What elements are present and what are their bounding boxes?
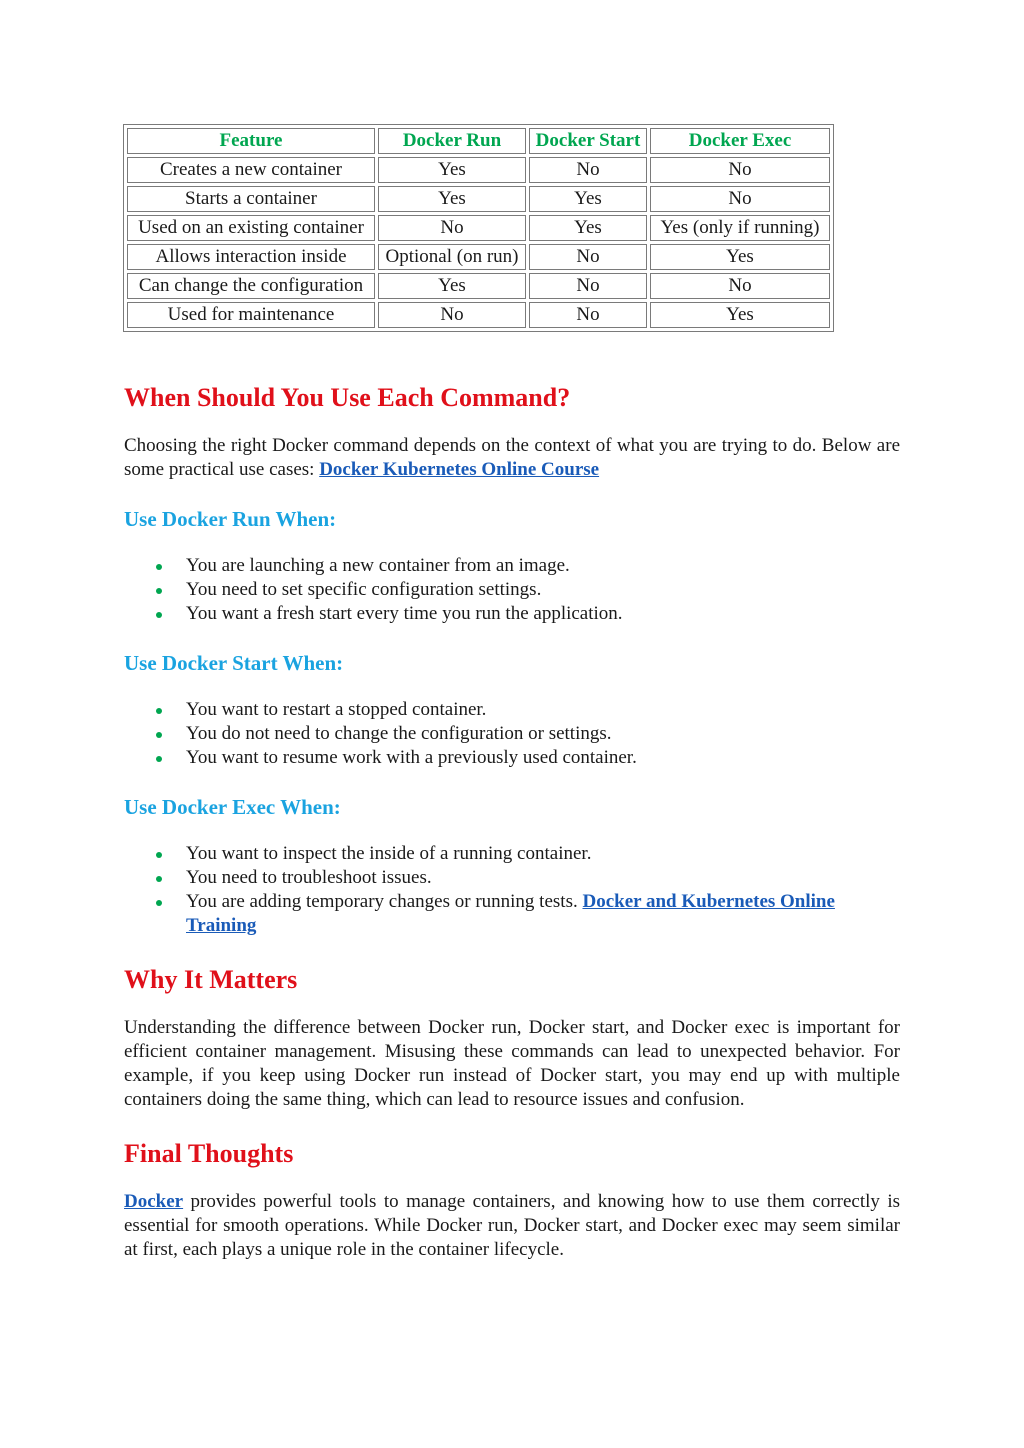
table-cell: Yes (650, 244, 830, 270)
list-item (124, 554, 900, 578)
table-cell: Yes (378, 186, 526, 212)
list-item (124, 698, 900, 722)
table-row (127, 302, 830, 328)
table-header-row (127, 128, 830, 154)
list-item-text: You need to set specific configuration settings. (186, 579, 542, 600)
list-item (124, 746, 900, 770)
table-cell: Yes (378, 273, 526, 299)
docker-link[interactable]: Docker (124, 1191, 184, 1212)
run-list (124, 554, 900, 626)
table-cell: No (650, 186, 830, 212)
docker-kubernetes-training-link[interactable]: Docker and Kubernetes Online Training (186, 891, 835, 936)
list-item-text: You want to restart a stopped container. (186, 699, 487, 720)
list-item (124, 578, 900, 602)
start-list (124, 698, 900, 770)
comparison-table (123, 124, 834, 332)
bullet-icon (156, 852, 162, 858)
list-item-text: You are adding temporary changes or running tests. (186, 891, 583, 912)
table-row (127, 244, 830, 270)
table-cell: Used for maintenance (127, 302, 375, 328)
table-cell: Yes (529, 186, 647, 212)
table-header-cell: Docker Exec (650, 128, 830, 154)
when-intro-paragraph (124, 434, 900, 482)
bullet-icon (156, 588, 162, 594)
list-item (124, 842, 900, 866)
exec-list (124, 842, 900, 938)
list-item-text: You want a fresh start every time you run the application. (186, 603, 623, 624)
list-item (124, 722, 900, 746)
table-cell: No (529, 157, 647, 183)
bullet-icon (156, 708, 162, 714)
table-cell: Starts a container (127, 186, 375, 212)
table-row (127, 186, 830, 212)
list-item-text: You are launching a new container from an image. (186, 555, 570, 576)
bullet-icon (156, 612, 162, 618)
table-cell: Yes (only if running) (650, 215, 830, 241)
exec-heading: Use Docker Exec When: (124, 795, 341, 819)
table-cell: Can change the configuration (127, 273, 375, 299)
table-cell: No (378, 215, 526, 241)
table-cell: No (650, 273, 830, 299)
table-cell: Optional (on run) (378, 244, 526, 270)
table-cell: Creates a new container (127, 157, 375, 183)
list-item-text: You want to resume work with a previously used container. (186, 747, 637, 768)
list-item-text: You want to inspect the inside of a running container. (186, 843, 592, 864)
start-heading: Use Docker Start When: (124, 651, 344, 675)
table-cell: No (529, 302, 647, 328)
table-cell: No (529, 273, 647, 299)
why-paragraph: Understanding the difference between Docker run, Docker start, and Docker exec is important for efficient container management. Misusing these commands can lead to unexpected behavior. For example, if you keep using Docker run instead of Docker start, you may end up with multiple containers doing the same thing, which can lead to resource issues and confusion. (124, 1017, 900, 1110)
why-heading: Why It Matters (124, 965, 298, 994)
final-heading: Final Thoughts (124, 1139, 294, 1168)
list-item-text: You do not need to change the configuration or settings. (186, 723, 612, 744)
table-header-cell: Docker Run (378, 128, 526, 154)
list-item (124, 602, 900, 626)
table-row (127, 273, 830, 299)
run-heading: Use Docker Run When: (124, 507, 337, 531)
list-item (124, 890, 900, 938)
bullet-icon (156, 732, 162, 738)
bullet-icon (156, 564, 162, 570)
final-text: provides powerful tools to manage containers, and knowing how to use them correctly is essential for smooth operations. While Docker run, Docker start, and Docker exec may seem similar at first, each plays a unique role in the container lifecycle. (124, 1191, 900, 1260)
table-row (127, 157, 830, 183)
table-header-cell: Feature (127, 128, 375, 154)
table-cell: Yes (650, 302, 830, 328)
when-intro-text: Choosing the right Docker command depends on the context of what you are trying to do. Below are some practical use cases: (124, 435, 900, 480)
table-cell: Yes (529, 215, 647, 241)
table-cell: Used on an existing container (127, 215, 375, 241)
bullet-icon (156, 876, 162, 882)
when-heading: When Should You Use Each Command? (124, 383, 571, 412)
list-item (124, 866, 900, 890)
table-cell: Allows interaction inside (127, 244, 375, 270)
table-cell: No (529, 244, 647, 270)
bullet-icon (156, 756, 162, 762)
docker-kubernetes-course-link[interactable]: Docker Kubernetes Online Course (319, 459, 600, 480)
table-cell: No (650, 157, 830, 183)
table-cell: Yes (378, 157, 526, 183)
list-item-text: You need to troubleshoot issues. (186, 867, 432, 888)
document-page (124, 124, 900, 1262)
table-cell: No (378, 302, 526, 328)
table-header-cell: Docker Start (529, 128, 647, 154)
bullet-icon (156, 900, 162, 906)
table-row (127, 215, 830, 241)
final-paragraph (124, 1190, 900, 1262)
